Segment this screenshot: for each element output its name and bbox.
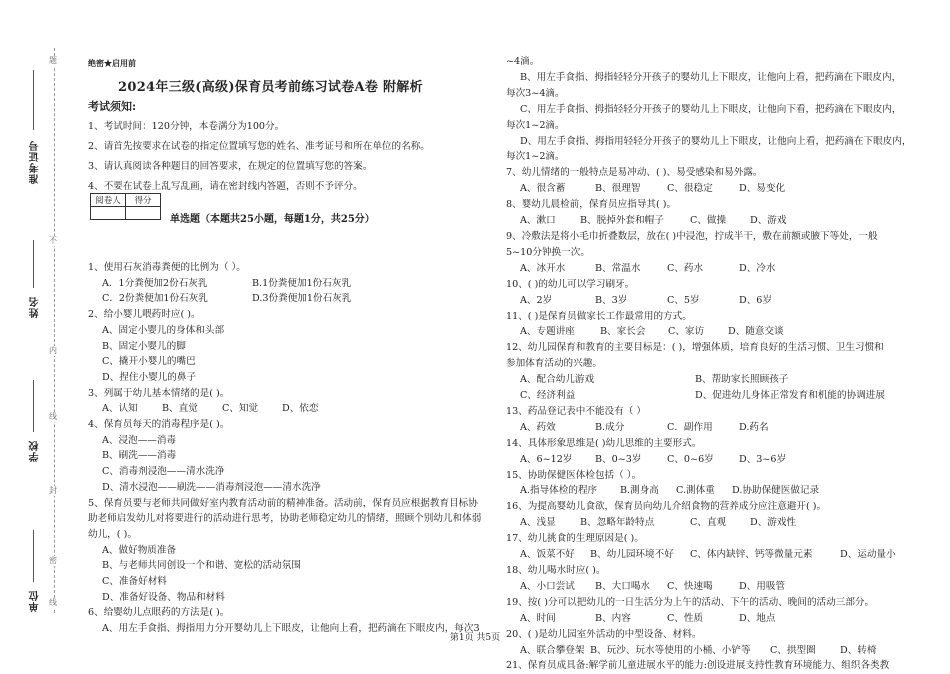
question-line: 助老师启发幼儿对将要进行的活动进行思考，协助老师稳定幼儿的情绪，照顾个别幼儿和体弱 [88,513,482,525]
reviewer-input-cell[interactable] [91,207,126,220]
question-line: 10、( )的幼儿可以学习刷牙。 [506,278,635,290]
option-text: A、小口尝试 [520,580,575,592]
school-line[interactable] [33,380,34,432]
notice-item: 1、考试时间：120分钟，本卷满分为100分。 [88,121,285,132]
option-row [88,291,490,307]
school-label: 学校 [30,440,41,462]
option-text: B、帮助家长照顾孩子 [695,374,789,386]
option-text: B.測身高 [620,485,659,497]
option-text: D.药名 [739,421,769,433]
option-text: B、内容 [595,612,631,624]
edge-mark: 线 [49,412,57,421]
option-row [506,515,918,531]
option-text: C、很稳定 [667,183,713,195]
option-text: D、游戏性 [750,517,797,529]
option-row [506,181,918,197]
question-line: 9、冷敷法是将小毛巾折叠数层，放在( )中浸泡，拧成半干，敷在前额或腋下等处，一般 [506,230,878,242]
option-line: A、用左手食指、拇指用力分开婴幼儿上下眼皮，让他向上看，把药滴在下眼皮内，每次3 [102,623,480,635]
option-text: C、拱型圈 [770,644,816,656]
option-line: B、用左手食指、拇指轻轻分开孩子的婴幼儿上下眼皮，让他向上看，把药滴在下眼皮内， [520,71,902,83]
question-line: 19、按( )分可以把幼儿的一日生活分为上午的活动、下午的活动、晚间的活动三部分。 [506,596,875,608]
option-text: A、配合幼儿游戏 [520,374,595,386]
seal-dashed-line [54,48,55,613]
option-line: D、准备好设备、物品和材料 [102,591,225,603]
option-line: D、捏住小婴儿的鼻子 [102,371,197,383]
option-text: D、用吸管 [739,580,786,592]
option-text: D、冷水 [739,262,776,274]
option-text: A、药效 [520,421,556,433]
option-text: A.指导体检的程序 [520,485,598,497]
question-line: 3、列属于幼儿基本情绪的是( )。 [88,387,230,399]
option-text: A、时间 [520,612,556,624]
question-line: 13、药品登记表中不能没有（ ） [506,405,646,417]
option-text: A、专题讲座 [520,326,575,338]
option-text: A．1分粪便加2份石灰乳 [102,277,208,289]
score-input-cell[interactable] [126,207,161,220]
option-text: D.3份粪便加1份石灰乳 [252,293,352,305]
edge-mark: 密 [49,556,57,565]
option-text: C、做操 [690,215,727,227]
option-line: A、做好物质准备 [102,544,177,556]
unit-line[interactable] [33,530,34,582]
option-text: B、脱掉外套和帽子 [580,215,664,227]
option-line: B、固定小婴儿的脚 [102,340,186,352]
question-line: 18、幼儿喝水时应( )。 [506,565,606,576]
option-row [506,483,918,499]
question-line: 幼儿，( )。 [88,528,137,540]
option-text: D、易变化 [739,183,786,195]
option-row [506,643,918,659]
option-text: A、很含蓄 [520,183,566,195]
option-text: D、3~6岁 [739,453,787,465]
question-line: 5~10分钟换一次。 [506,246,590,258]
option-text: D、地点 [739,612,776,624]
option-row [506,579,918,595]
option-text: B、家长会 [600,326,646,338]
option-line: C、用左手食指、拇指轻轻分开孩子的婴幼儿上下眼皮，让他向下看，把药滴在下眼皮内， [520,103,902,115]
option-row [506,293,918,309]
option-text: A、冰开水 [520,262,566,274]
option-text: B、忽略年龄特点 [580,517,655,529]
option-text: A、浅显 [520,517,556,529]
option-line: B、与老师共同创设一个和谐、宽松的活动氛围 [102,560,301,572]
option-text: C、0~6岁 [667,453,714,465]
question-line: 5、保育员要与老师共同做好室内教育活动前的精神准备。活动前，保育员应根据教育目标协 [88,497,478,509]
question-line: 每次3~4滴。 [506,87,565,99]
option-row [506,388,918,404]
question-line: 参加体育活动的兴趣。 [506,358,602,370]
question-line: 16、为提高婴幼儿食欲，保育员向幼儿介绍食物的营养成分应注意避开( )。 [506,501,827,513]
score-table [90,193,161,220]
question-line: 7、幼儿情绪的一般特点是易冲动、( )、易受感染和易外露。 [506,167,763,179]
question-line: 12、幼儿园保育和教育的主要目标是：( )，增强体质，培育良好的生活习惯、卫生习惯和 [506,342,884,354]
question-line: 6、给婴幼儿点眼药的方法是( )。 [88,607,230,619]
edge-mark: 线 [49,598,57,607]
option-text: D.协助保健医做记录 [732,485,820,497]
right-question-column [506,54,918,674]
option-text: A、漱口 [520,215,556,227]
option-text: D、运动量小 [840,549,896,561]
option-text: B、玩沙、玩水等使用的小桶、小铲等 [590,644,751,656]
option-text: B、常温水 [595,262,641,274]
option-row [506,372,918,388]
option-line: C、撬开小婴儿的嘴巴 [102,356,196,368]
option-text: B、3岁 [595,294,628,306]
option-row [506,420,918,436]
option-text: C、体内缺锌、钙等微量元素 [690,549,813,561]
option-text: C、性质 [667,612,704,624]
question-line: 4、保育员每天的消毒程序是( )。 [88,419,230,431]
option-row [506,324,918,340]
option-row [506,261,918,277]
score-cell: 得分 [126,194,161,207]
question-line: 2、给小婴儿喂药时应( )。 [88,309,201,321]
option-text: A、2岁 [520,294,553,306]
option-text: A、认知 [102,403,138,415]
option-row [506,547,918,563]
option-line: B、刷洗——消毒 [102,450,177,462]
option-row [88,276,490,292]
edge-mark: 题 [49,56,57,65]
name-line[interactable] [33,240,34,288]
option-text: D、6岁 [739,294,772,306]
option-text: C、药水 [667,262,704,274]
option-text: D、促进幼儿身体正常发育和机能的协调进展 [695,390,885,402]
question-line: 11、( )是保育员做家长工作最常用的方式。 [506,310,692,322]
option-text: B、很理智 [595,183,641,195]
option-line: A、浸泡——消毒 [102,434,177,446]
option-row [506,213,918,229]
reviewer-cell: 阅卷人 [91,194,126,207]
question-line: 8、婴幼儿晨检前，保育员应指导其( )。 [506,199,677,211]
option-text: D、游戏 [750,215,787,227]
question-line: 1、使用石灰消毒粪便的比例为（ ）。 [88,262,246,273]
option-text: A、饭菜不好 [520,549,575,561]
binding-strip [0,0,80,671]
edge-mark: 封 [49,486,57,495]
option-text: C、直观 [690,517,727,529]
option-text: B.成分 [595,421,625,433]
option-text: D、随意交谈 [728,326,784,338]
exam-number-label: 准考证号 [30,140,41,184]
option-text: C、家访 [668,326,705,338]
notice-heading: 考试须知: [88,100,137,113]
notice-item: 2、请首先按要求在试卷的指定位置填写您的姓名、准考证号和所在单位的名称。 [88,141,430,152]
option-text: C、快速喝 [667,580,713,592]
option-text: A、联合攀登架 [520,644,585,656]
question-line: 17、幼儿挑食的生理原因是( )。 [506,533,644,545]
option-text: B、幼儿园环境不好 [590,549,674,561]
option-text: C、知觉 [222,403,259,415]
section-title: 单选题（本题共25小题，每题1分，共25分） [170,214,375,225]
question-line: ~4滴。 [506,56,540,67]
option-line: D、清水浸泡——刷洗——消毒剂浸泡——清水洗净 [102,481,321,493]
option-text: B、0~3岁 [595,453,642,465]
page-footer: 第1页 共5页 [449,633,501,643]
option-text: B、大口喝水 [595,580,651,592]
option-line: C、消毒剂浸泡——清水洗净 [102,466,225,478]
option-row [506,452,918,468]
question-line: 21、保育员成具备:解学前儿童进展水平的能力:创设进展支持性教育环境能力、组织各类教 [506,660,890,672]
option-line: C、准备好材料 [102,576,167,588]
question-line: 14、具体形象思维是( )幼儿思维的主要形式。 [506,437,702,449]
edge-mark: 不 [49,236,57,245]
secret-mark: 绝密★启用前 [88,58,136,68]
option-text: D、转椅 [840,644,877,656]
name-label: 姓名 [30,296,41,318]
option-text: D、依恋 [282,403,319,415]
question-line: 每次1~2滴。 [506,119,565,131]
exam-number-line[interactable] [33,70,34,130]
question-line: 每次1~2滴。 [506,151,565,163]
edge-mark: 内 [49,346,57,355]
option-row [506,611,918,627]
option-text: C.測体重 [676,485,715,497]
option-text: C．2份粪便加1份石灰乳 [102,293,208,305]
option-text: B、直觉 [162,403,198,415]
notice-item: 4、不要在试卷上乱写乱画，请在密封线内答题，否则不予评分。 [88,181,363,192]
option-text: C、经济利益 [520,390,576,402]
question-line: 20、( )是幼儿园室外活动的中型设备、材料。 [506,628,702,640]
question-line: 15、协助保健医体检包括（ ）。 [506,469,642,481]
option-line: D、用左手食指、拇指用轻轻分开孩子的婴幼儿上下眼皮，让他向上看，把药滴在下眼皮内， [520,135,912,147]
option-text: C、5岁 [667,294,700,306]
option-line: A、固定小婴儿的身体和头部 [102,324,225,336]
left-question-column [88,260,490,637]
notice-item: 3、请认真阅读各种题目的回答要求，在规定的位置填写您的答案。 [88,161,373,172]
option-text: C．副作用 [667,421,713,433]
option-row [88,401,490,417]
page-title: 2024年三级(高级)保育员考前练习试卷A卷 附解析 [118,80,423,95]
unit-label: 单位 [30,590,41,612]
option-text: A、6~12岁 [520,453,573,465]
option-text: B.1份粪便加1份石灰乳 [252,277,352,289]
